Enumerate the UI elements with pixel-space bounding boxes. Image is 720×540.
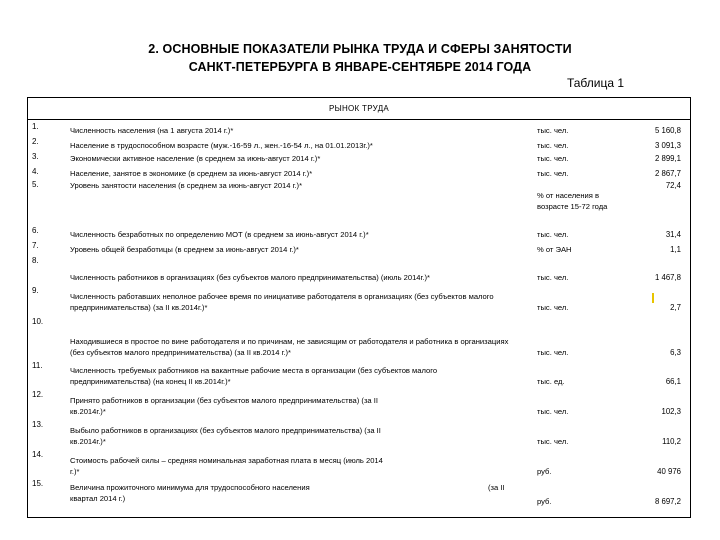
row-number: 11. xyxy=(32,361,43,370)
table-heading: РЫНОК ТРУДА xyxy=(28,98,690,120)
row-number: 2. xyxy=(32,137,39,146)
row-number: 9. xyxy=(32,286,39,295)
row-number: 10. xyxy=(32,317,44,326)
row-number: 15. xyxy=(32,479,44,488)
row-unit: тыс. чел. xyxy=(537,169,569,178)
row-description: Выбыло работников в организациях (без субъектов малого предпринимательства) (за II кв.2014г.)* xyxy=(70,426,381,446)
row-description: Численность населения (на 1 августа 2014 г.)* xyxy=(70,126,234,135)
document-title-line-2: САНКТ-ПЕТЕРБУРГА В ЯНВАРЕ-СЕНТЯБРЕ 2014 ГОДА xyxy=(188,60,532,74)
labor-market-table xyxy=(27,97,691,518)
row-number: 1. xyxy=(32,122,39,131)
row-description-continuation: квартал 2014 г.) xyxy=(70,494,126,503)
row-value: 5 160,8 xyxy=(654,126,681,135)
row-value: 31,4 xyxy=(665,230,681,239)
row-unit: % от населения в возрасте 15-72 года xyxy=(537,191,608,211)
row-unit: тыс. чел. xyxy=(537,154,569,163)
row-description: Уровень общей безработицы (в среднем за июнь-август 2014 г.)* xyxy=(70,245,299,254)
row-number: 14. xyxy=(32,450,44,459)
row-unit: тыс. чел. xyxy=(537,437,569,446)
row-unit: тыс. чел. xyxy=(537,126,569,135)
row-value: 2,7 xyxy=(670,303,681,312)
row-number: 12. xyxy=(32,390,44,399)
row-description: Численность требуемых работников на вакантные рабочие места в организации (без субъектов малого предпринимательства) (на конец II кв.2014г.)* xyxy=(70,366,438,386)
row-number: 4. xyxy=(32,167,39,176)
row-value: 1,1 xyxy=(670,245,681,254)
row-description-suffix: (за II xyxy=(488,483,505,492)
row-description: Принято работников в организации (без субъектов малого предпринимательства) (за II кв.2014г.)* xyxy=(70,396,378,416)
row-value: 102,3 xyxy=(661,407,681,416)
row-value: 72,4 xyxy=(665,181,681,190)
row-value: 2 899,1 xyxy=(654,154,681,163)
row-number: 5. xyxy=(32,180,39,189)
row-value: 110,2 xyxy=(662,437,681,446)
row-unit: тыс. чел. xyxy=(537,303,569,312)
row-description: Население, занятое в экономике (в среднем за июнь-август 2014 г.)* xyxy=(70,169,313,178)
row-number: 6. xyxy=(32,226,39,235)
row-description: Численность работавших неполное рабочее время по инициативе работодателя в организациях (без субъектов малого предпринимательства) (за II кв.2014г.)* xyxy=(70,292,494,312)
row-number: 13. xyxy=(32,420,44,429)
row-unit: тыс. чел. xyxy=(537,407,569,416)
row-unit: тыс. чел. xyxy=(537,273,569,282)
row-description: Население в трудоспособном возрасте (муж.-16-59 л., жен.-16-54 л., на 01.01.2013г.)* xyxy=(70,141,373,150)
row-unit: руб. xyxy=(537,467,552,476)
row-unit: тыс. чел. xyxy=(537,230,569,239)
row-unit: тыс. чел. xyxy=(537,348,569,357)
row-value: 1 467,8 xyxy=(654,273,681,282)
table-label: Таблица 1 xyxy=(566,76,624,90)
row-unit: тыс. чел. xyxy=(537,141,569,150)
row-unit: тыс. ед. xyxy=(537,377,565,386)
row-value: 40 976 xyxy=(657,467,681,476)
row-number: 3. xyxy=(32,152,39,161)
row-value: 66,1 xyxy=(665,377,681,386)
row-description: Величина прожиточного минимума для трудоспособного населения xyxy=(70,483,310,492)
row-value: 3 091,3 xyxy=(654,141,681,150)
row-description: Численность работников в организациях (без субъектов малого предпринимательства) (июль 2014г.)* xyxy=(70,273,430,282)
row-description: Уровень занятости населения (в среднем за июнь-август 2014 г.)* xyxy=(70,181,303,190)
row-description: Стоимость рабочей силы – средняя номинальная заработная плата в месяц (июль 2014 г.)* xyxy=(70,456,383,476)
row-description: Находившиеся в простое по вине работодателя и по причинам, не зависящим от работодателя и работника в организациях (без субъектов малого предпринимательства) (за II кв.2014 г.)* xyxy=(70,337,509,357)
highlight-marker xyxy=(652,293,654,303)
row-value: 2 867,7 xyxy=(654,169,681,178)
row-description: Численность безработных по определению МОТ (в среднем за июнь-август 2014 г.)* xyxy=(70,230,369,239)
row-unit: руб. xyxy=(537,497,552,506)
row-description: Экономически активное население (в среднем за июнь-август 2014 г.)* xyxy=(70,154,321,163)
row-value: 8 697,2 xyxy=(654,497,681,506)
row-number: 8. xyxy=(32,256,39,265)
row-unit: % от ЭАН xyxy=(537,245,572,254)
document-title-line-1: 2. ОСНОВНЫЕ ПОКАЗАТЕЛИ РЫНКА ТРУДА И СФЕРЫ ЗАНЯТОСТИ xyxy=(148,42,572,56)
row-number: 7. xyxy=(32,241,39,250)
row-value: 6,3 xyxy=(670,348,681,357)
